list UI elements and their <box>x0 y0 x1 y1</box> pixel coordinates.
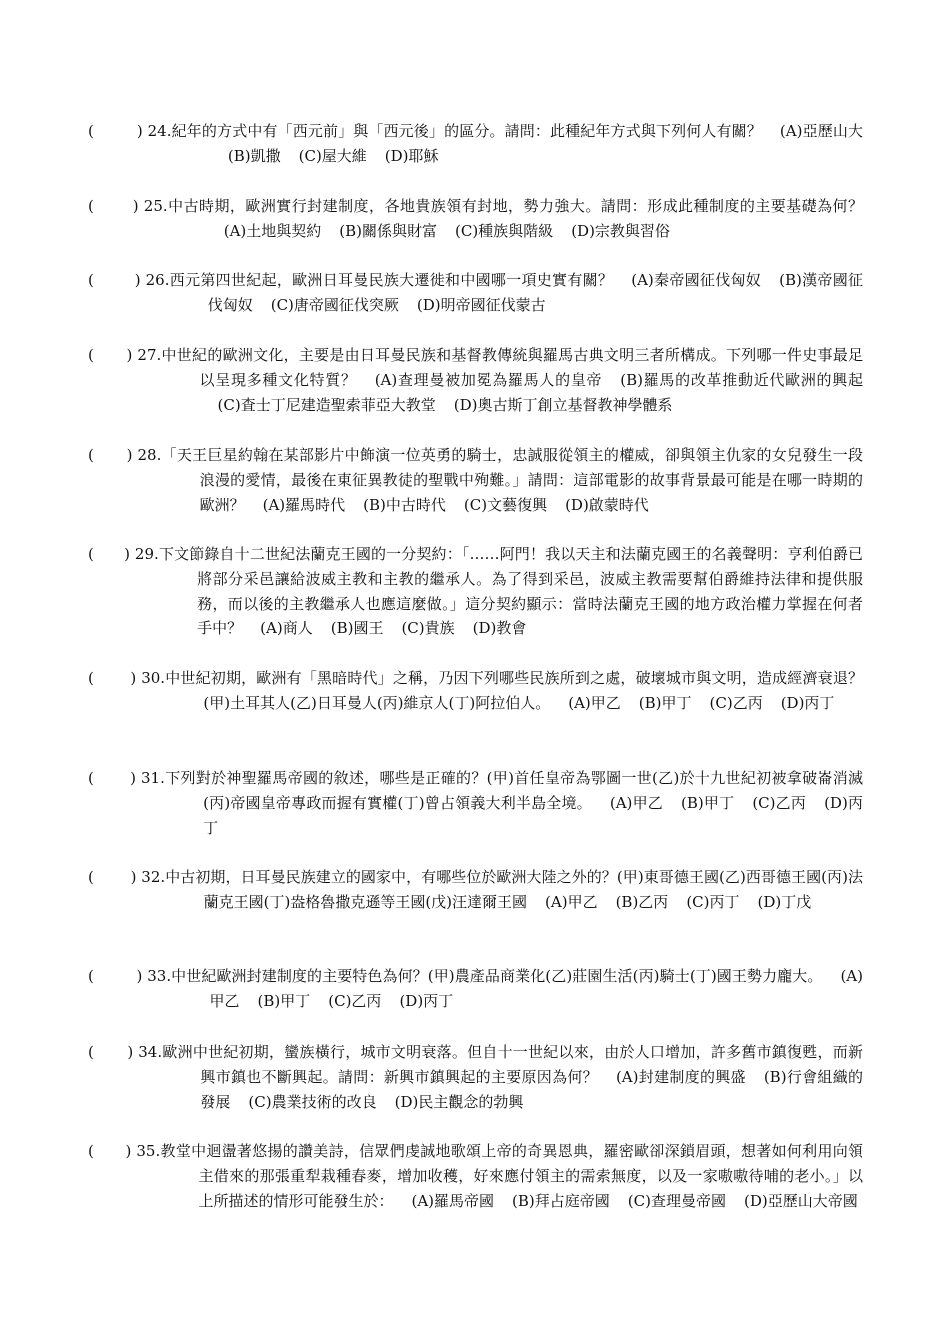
option-c[interactable]: (C)乙丙 <box>752 793 807 812</box>
option-b[interactable]: (B)羅馬的改革推動近代歐洲的興起 <box>620 370 863 389</box>
option-d[interactable]: (D)宗教與習俗 <box>571 221 670 240</box>
option-b[interactable]: (B)拜占庭帝國 <box>512 1191 610 1210</box>
question-27: ( ) 27.中世紀的歐洲文化，主要是由日耳曼民族和基督教傳統與羅馬古典文明三者所構成。下列哪一件史事最足以呈現多種文化特質？ (A)查理曼被加冕為羅馬人的皇帝 (B)羅馬的改革推動近代歐洲的興起(C)査士丁尼建造聖索菲亞大教堂 (D)奧古斯丁創立基督教神學體系 <box>88 343 863 417</box>
option-d[interactable]: (D)丁戊 <box>757 892 812 911</box>
option-b[interactable]: (B)中古時代 <box>363 495 446 514</box>
question-stem: 中古時期，歐洲實行封建制度，各地貴族領有封地，勢力強大。請問：形成此種制度的主要基礎為何？ <box>167 197 863 215</box>
option-b[interactable]: (B)凱撒 <box>227 146 281 165</box>
option-d[interactable]: (D)教會 <box>472 619 527 638</box>
answer-blank[interactable]: ( <box>88 967 94 985</box>
option-a[interactable]: (A)甲乙 <box>609 793 663 812</box>
option-c[interactable]: (C)屋大維 <box>298 146 367 165</box>
option-c[interactable]: (C)查理曼帝國 <box>627 1191 726 1210</box>
question-stem: 下列對於神聖羅馬帝國的敘述，哪些是正確的？(甲)首任皇帝為鄂圖一世(乙)於十九世紀初被拿破崙消滅(丙)帝國皇帝專政而握有實權(丁)曾占領義大利半島全境。 <box>164 769 863 812</box>
answer-blank[interactable]: ( <box>88 122 94 140</box>
option-b[interactable]: (B)甲丁 <box>257 991 311 1010</box>
question-number: 34 <box>138 1043 158 1061</box>
answer-blank[interactable]: ( <box>88 346 94 364</box>
option-d[interactable]: (D)丙丁 <box>203 793 864 837</box>
question-stem: 「天王巨星約翰在某部影片中飾演一位英勇的騎士，忠誠服從領主的權威，卻與領主仇家的女兒發生一段浪漫的愛情，最後在東征異教徒的聖戰中殉難。」請問：這部電影的故事背景最可能是在哪一時期的歐洲？ <box>161 446 863 514</box>
answer-blank[interactable]: ( <box>88 271 94 289</box>
question-number: 26 <box>145 271 165 289</box>
option-a[interactable]: (A)查理曼被加冕為羅馬人的皇帝 <box>374 370 603 389</box>
option-d[interactable]: (D)明帝國征伐蒙古 <box>416 295 546 314</box>
question-number: 33 <box>147 967 167 985</box>
question-number: 35 <box>136 1142 156 1160</box>
option-a[interactable]: (A)羅馬時代 <box>262 495 346 514</box>
option-a[interactable]: (A)封建制度的興盛 <box>615 1067 746 1086</box>
question-stem: 教堂中迴盪著悠揚的讚美詩，信眾們虔誠地歌頌上帝的奇異恩典，羅密歐卻深鎖眉頭，想著如何利用向領主借來的那張重犁栽種春麥，增加收穫，好來應付領主的需索無度，以及一家嗷嗷待哺的老小。」以上所描述的情形可能發生於： <box>160 1142 863 1210</box>
answer-blank[interactable]: ( <box>88 669 94 687</box>
option-b[interactable]: (B)乙丙 <box>615 892 669 911</box>
answer-blank[interactable]: ( <box>88 446 94 464</box>
option-b[interactable]: (B)行會組織的發展 <box>200 1067 863 1111</box>
option-b[interactable]: (B)甲丁 <box>638 693 692 712</box>
question-stem: 歐洲中世紀初期，蠻族橫行，城市文明衰落。但自十一世紀以來，由於人口增加，許多舊市鎮復甦，而新興市鎮也不斷興起。請問：新興市鎮興起的主要原因為何？ <box>162 1043 863 1086</box>
question-34: ( ) 34.歐洲中世紀初期，蠻族橫行，城市文明衰落。但自十一世紀以來，由於人口增加，許多舊市鎮復甦，而新興市鎮也不斷興起。請問：新興市鎮興起的主要原因為何？ (A)封建制度的興盛 (B)行會組織的發展 (C)農業技術的改良 (D)民主觀念的勃興 <box>88 1040 863 1114</box>
question-stem: 下文節錄自十二世紀法蘭克王國的一分契約：「……阿門！我以天主和法蘭克國王的名義聲明：亨利伯爵已將部分采邑讓給波威主教和主教的繼承人。為了得到采邑，波威主教需要幫伯爵維持法律和提供服務，而以後的主教繼承人也應這麼做。」這分契約顯示：當時法蘭克王國的地方政治權力掌握在何者手中？ <box>158 545 863 638</box>
question-number: 30 <box>141 669 161 687</box>
answer-blank[interactable]: ( <box>88 868 94 886</box>
option-b[interactable]: (B)漢帝國征伐匈奴 <box>207 271 863 314</box>
option-c[interactable]: (C)農業技術的改良 <box>248 1092 377 1111</box>
question-33: ( ) 33.中世紀歐洲封建制度的主要特色為何？(甲)農產品商業化(乙)莊園生活(丙)騎士(丁)國王勢力龐大。 (A)甲乙 (B)甲丁 (C)乙丙 (D)丙丁 <box>88 964 863 1014</box>
question-number: 25 <box>143 197 163 215</box>
option-d[interactable]: (D)民主觀念的勃興 <box>394 1092 524 1111</box>
option-d[interactable]: (D)丙丁 <box>399 991 454 1010</box>
question-number: 24 <box>147 122 167 140</box>
option-c[interactable]: (C)乙丙 <box>328 991 382 1010</box>
option-b[interactable]: (B)關係與財富 <box>339 221 437 240</box>
answer-blank[interactable]: ( <box>88 545 94 563</box>
option-c[interactable]: (C)査士丁尼建造聖索菲亞大教堂 <box>217 395 436 414</box>
option-d[interactable]: (D)丙丁 <box>780 693 835 712</box>
option-a[interactable]: (A)羅馬帝國 <box>411 1191 495 1210</box>
option-d[interactable]: (D)啟蒙時代 <box>565 495 649 514</box>
question-24: ( ) 24.紀年的方式中有「西元前」與「西元後」的區分。請問：此種紀年方式與下列何人有關？ (A)亞歷山大(B)凱撒 (C)屋大維 (D)耶穌 <box>88 119 863 169</box>
question-28: ( ) 28.「天王巨星約翰在某部影片中飾演一位英勇的騎士，忠誠服從領主的權威，卻與領主仇家的女兒發生一段浪漫的愛情，最後在東征異教徒的聖戰中殉難。」請問：這部電影的故事背景最可能是在哪一時期的歐洲？ (A)羅馬時代 (B)中古時代 (C)文藝復興 (D)啟蒙時代 <box>88 443 863 517</box>
question-29: ( ) 29.下文節錄自十二世紀法蘭克王國的一分契約：「……阿門！我以天主和法蘭克國王的名義聲明：亨利伯爵已將部分采邑讓給波威主教和主教的繼承人。為了得到采邑，波威主教需要幫伯爵維持法律和提供服務，而以後的主教繼承人也應這麼做。」這分契約顯示：當時法蘭克王國的地方政治權力掌握在何者手中？ (A)商人 (B)國王 (C)貴族 (D)教會 <box>88 542 863 641</box>
option-a[interactable]: (A)秦帝國征伐匈奴 <box>631 271 762 289</box>
question-32: ( ) 32.中古初期，日耳曼民族建立的國家中，有哪些位於歐洲大陸之外的？(甲)東哥德王國(乙)西哥德王國(丙)法蘭克王國(丁)盎格魯撒克遜等王國(戊)汪達爾王國 (A)甲乙 (B)乙丙 (C)丙丁 (D)丁戊 <box>88 865 863 915</box>
option-a[interactable]: (A)土地與契約 <box>223 221 322 240</box>
question-stem: 中世紀初期，歐洲有「黑暗時代」之稱，乃因下列哪些民族所到之處，破壞城市與文明，造成經濟衰退？(甲)土耳其人(乙)日耳曼人(丙)維京人(丁)阿拉伯人。 <box>165 669 863 712</box>
answer-blank[interactable]: ( <box>88 1043 94 1061</box>
option-c[interactable]: (C)文藝復興 <box>463 495 548 514</box>
answer-blank[interactable]: ( <box>88 197 94 215</box>
answer-blank[interactable]: ( <box>88 1142 94 1160</box>
question-number: 28 <box>137 446 157 464</box>
option-a[interactable]: (A)商人 <box>260 619 313 638</box>
answer-blank[interactable]: ( <box>88 769 94 787</box>
option-a[interactable]: (A)亞歷山大 <box>779 122 863 140</box>
option-c[interactable]: (C)丙丁 <box>686 892 740 911</box>
option-c[interactable]: (C)乙丙 <box>709 693 763 712</box>
option-c[interactable]: (C)種族與階級 <box>455 221 554 240</box>
question-stem: 中世紀歐洲封建制度的主要特色為何？(甲)農產品商業化(乙)莊園生活(丙)騎士(丁)國王勢力龐大。 <box>171 967 823 985</box>
question-stem: 紀年的方式中有「西元前」與「西元後」的區分。請問：此種紀年方式與下列何人有關？ <box>171 122 762 140</box>
question-stem: 中古初期，日耳曼民族建立的國家中，有哪些位於歐洲大陸之外的？(甲)東哥德王國(乙)西哥德王國(丙)法蘭克王國(丁)盎格魯撒克遜等王國(戊)汪達爾王國 <box>165 868 864 911</box>
option-b[interactable]: (B)甲丁 <box>681 793 735 812</box>
question-number: 29 <box>134 545 155 563</box>
option-a[interactable]: (A)甲乙 <box>568 693 621 712</box>
option-a[interactable]: (A)甲乙 <box>209 967 863 1010</box>
question-35: ( ) 35.教堂中迴盪著悠揚的讚美詩，信眾們虔誠地歌頌上帝的奇異恩典，羅密歐卻深鎖眉頭，想著如何利用向領主借來的那張重犁栽種春麥，增加收穫，好來應付領主的需索無度，以及一家嗷嗷待哺的老小。」以上所描述的情形可能發生於： (A)羅馬帝國 (B)拜占庭帝國 (C)查理曼帝國 (D)亞歷山大帝國 <box>88 1139 863 1213</box>
option-d[interactable]: (D)亞歷山大帝國 <box>743 1191 858 1210</box>
question-26: ( ) 26.西元第四世紀起，歐洲日耳曼民族大遷徙和中國哪一項史實有關？ (A)秦帝國征伐匈奴 (B)漢帝國征伐匈奴 (C)唐帝國征伐突厥 (D)明帝國征伐蒙古 <box>88 268 863 318</box>
question-stem: 中世紀的歐洲文化，主要是由日耳曼民族和基督教傳統與羅馬古典文明三者所構成。下列哪一件史事最足以呈現多種文化特質？ <box>161 346 863 389</box>
question-30: ( ) 30.中世紀初期，歐洲有「黑暗時代」之稱，乃因下列哪些民族所到之處，破壞城市與文明，造成經濟衰退？(甲)土耳其人(乙)日耳曼人(丙)維京人(丁)阿拉伯人。 (A)甲乙 (B)甲丁 (C)乙丙 (D)丙丁 <box>88 666 863 716</box>
question-number: 31 <box>141 769 161 787</box>
option-d[interactable]: (D)奧古斯丁創立基督教神學體系 <box>453 395 673 414</box>
option-c[interactable]: (C)唐帝國征伐突厥 <box>270 295 399 314</box>
option-a[interactable]: (A)甲乙 <box>545 892 598 911</box>
option-b[interactable]: (B)國王 <box>330 619 384 638</box>
question-25: ( ) 25.中古時期，歐洲實行封建制度，各地貴族領有封地，勢力強大。請問：形成此種制度的主要基礎為何？(A)土地與契約 (B)關係與財富 (C)種族與階級 (D)宗教與習俗 <box>88 194 863 244</box>
question-number: 32 <box>141 868 161 886</box>
question-stem: 西元第四世紀起，歐洲日耳曼民族大遷徙和中國哪一項史實有關？ <box>169 271 614 289</box>
option-c[interactable]: (C)貴族 <box>401 619 455 638</box>
question-31: ( ) 31.下列對於神聖羅馬帝國的敘述，哪些是正確的？(甲)首任皇帝為鄂圖一世(乙)於十九世紀初被拿破崙消滅(丙)帝國皇帝專政而握有實權(丁)曾占領義大利半島全境。 (A)甲乙 (B)甲丁 (C)乙丙 (D)丙丁 <box>88 766 863 840</box>
question-number: 27 <box>137 346 157 364</box>
option-d[interactable]: (D)耶穌 <box>384 146 439 165</box>
